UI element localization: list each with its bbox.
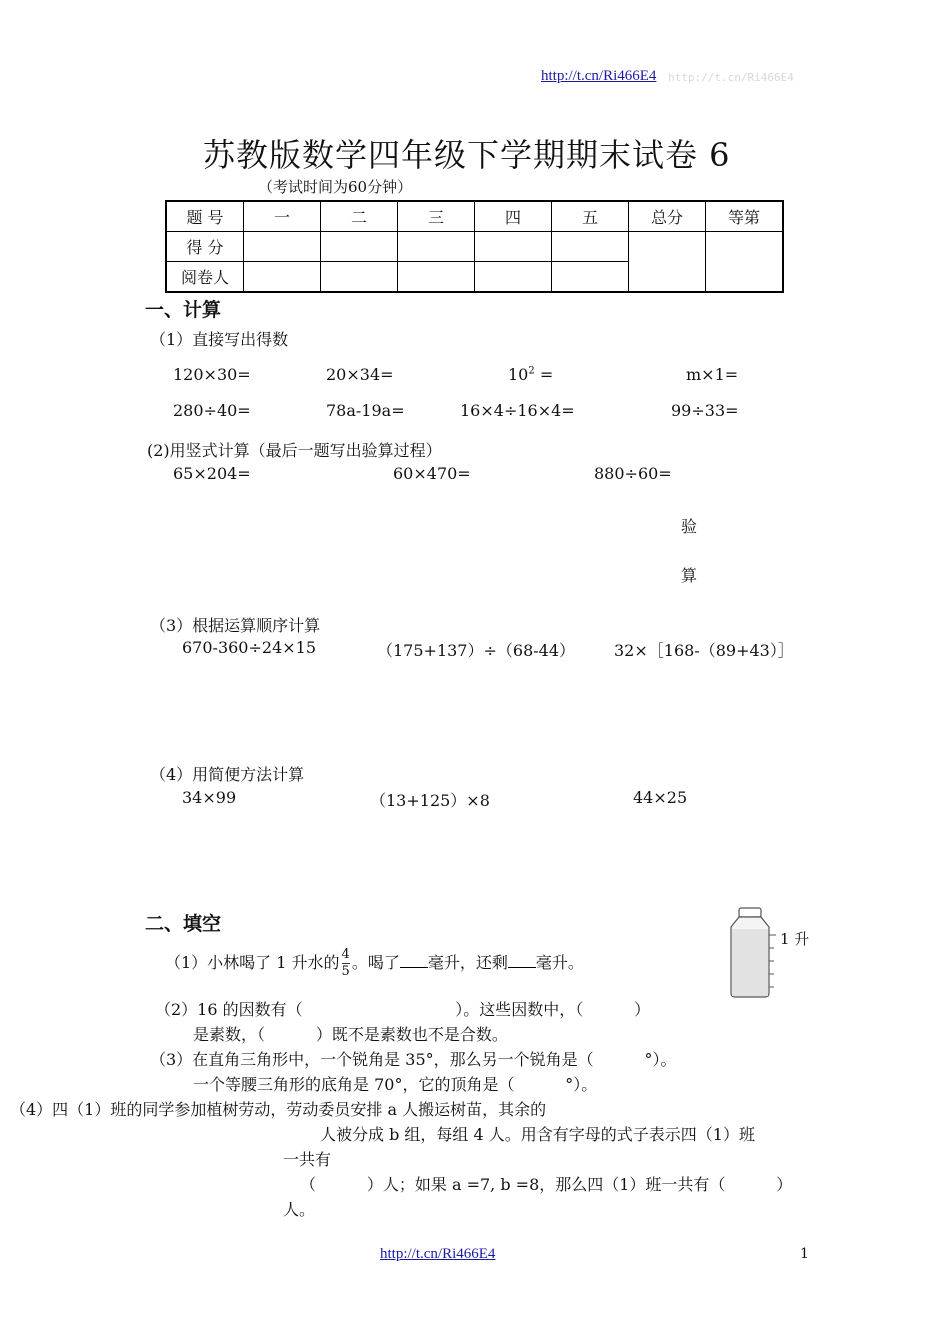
fraction xyxy=(342,947,350,980)
score-input-cell[interactable] xyxy=(244,232,321,262)
score-table xyxy=(165,200,784,293)
problem: 99÷33= xyxy=(671,401,739,420)
problem xyxy=(508,365,553,384)
page-title: 苏教版数学四年级下学期期末试卷 6 xyxy=(203,136,731,174)
grade-cell[interactable] xyxy=(706,232,784,293)
grader-input-cell[interactable] xyxy=(321,262,398,293)
problem: 120×30= xyxy=(173,365,251,384)
header-link[interactable]: http://t.cn/Ri466E4 xyxy=(541,68,657,84)
problem: 670-360÷24×15 xyxy=(182,638,317,657)
score-input-cell[interactable] xyxy=(475,232,552,262)
problem: （175+137）÷（68-44） xyxy=(377,641,576,660)
question-title: （4）用简便方法计算 xyxy=(150,765,305,784)
fill-question-4: （4）四（1）班的同学参加植树劳动，劳动委员安排 a 人搬运树苗，其余的 xyxy=(10,1100,547,1119)
exam-duration: （考试时间为60分钟） xyxy=(258,178,413,196)
check-label: 验 xyxy=(681,517,698,536)
check-label: 算 xyxy=(681,566,698,585)
problem: 880÷60= xyxy=(594,464,672,483)
water-bottle-icon xyxy=(722,905,782,1000)
problem: 44×25 xyxy=(633,788,688,807)
problem: 34×99 xyxy=(182,788,237,807)
score-cell: 三 xyxy=(398,201,475,232)
header-watermark: http://t.cn/Ri466E4 xyxy=(668,71,794,84)
fill-question-4-cont: （ ）人；如果 a =7, b =8，那么四（1）班一共有（ ） xyxy=(300,1175,793,1194)
problem: 65×204= xyxy=(173,464,251,483)
score-row-label: 阅卷人 xyxy=(166,262,244,293)
score-row-label: 得 分 xyxy=(166,232,244,262)
problem-exponent: 2 xyxy=(528,365,535,377)
grader-input-cell[interactable] xyxy=(244,262,321,293)
grader-input-cell[interactable] xyxy=(552,262,629,293)
fill-question-3: （3）在直角三角形中，一个锐角是 35°，那么另一个锐角是（ °）。 xyxy=(150,1050,677,1069)
grader-input-cell[interactable] xyxy=(475,262,552,293)
question-title: (2)用竖式计算（最后一题写出验算过程） xyxy=(147,441,442,460)
fill-question-3-cont: 一个等腰三角形的底角是 70°，它的顶角是（ °）。 xyxy=(193,1075,598,1094)
answer-blank[interactable] xyxy=(508,953,536,968)
question-text: 。喝了 xyxy=(351,953,400,972)
total-score-cell[interactable] xyxy=(629,232,706,293)
footer-link[interactable]: http://t.cn/Ri466E4 xyxy=(380,1246,496,1262)
answer-blank[interactable] xyxy=(400,953,428,968)
score-input-cell[interactable] xyxy=(552,232,629,262)
fill-question-1 xyxy=(165,947,584,980)
problem: 16×4÷16×4= xyxy=(460,401,575,420)
problem: 78a-19a= xyxy=(326,401,405,420)
fill-question-2-cont: 是素数，（ ）既不是素数也不是合数。 xyxy=(193,1025,508,1044)
question-title: （3）根据运算顺序计算 xyxy=(150,616,321,635)
problem: 20×34= xyxy=(326,365,394,384)
score-cell: 题 号 xyxy=(166,201,244,232)
score-cell: 总分 xyxy=(629,201,706,232)
grader-input-cell[interactable] xyxy=(398,262,475,293)
fraction-denominator: 5 xyxy=(341,964,350,979)
problem: 280÷40= xyxy=(173,401,251,420)
score-input-cell[interactable] xyxy=(321,232,398,262)
score-table-header-row xyxy=(166,201,783,232)
problem-base: 10 xyxy=(508,365,529,384)
problem-equals: = xyxy=(534,365,554,384)
score-cell: 等第 xyxy=(706,201,784,232)
problem: m×1= xyxy=(686,365,739,384)
fill-question-4-cont: 人被分成 b 组，每组 4 人。用含有字母的式子表示四（1）班 xyxy=(320,1125,755,1144)
page-number: 1 xyxy=(800,1246,809,1262)
problem: 60×470= xyxy=(393,464,471,483)
problem: （13+125）×8 xyxy=(370,791,490,810)
fill-question-2: （2）16 的因数有（ ）。这些因数中，（ ） xyxy=(155,1000,651,1019)
fill-question-4-cont: 一共有 xyxy=(283,1150,332,1169)
score-table-row xyxy=(166,232,783,262)
score-cell: 二 xyxy=(321,201,398,232)
problem: 32×［168-（89+43）］ xyxy=(614,641,794,660)
section-heading: 一、计算 xyxy=(145,299,222,321)
question-title: （1）直接写出得数 xyxy=(150,330,289,349)
score-cell: 五 xyxy=(552,201,629,232)
question-text: （1）小林喝了 1 升水的 xyxy=(165,953,340,972)
score-cell: 四 xyxy=(475,201,552,232)
question-text: 毫升，还剩 xyxy=(427,953,508,972)
fill-question-4-cont: 人。 xyxy=(283,1200,316,1219)
score-input-cell[interactable] xyxy=(398,232,475,262)
fraction-numerator: 4 xyxy=(341,947,350,962)
bottle-label: 1 升 xyxy=(780,930,810,948)
score-cell: 一 xyxy=(244,201,321,232)
question-text: 毫升。 xyxy=(535,953,584,972)
section-heading: 二、填空 xyxy=(145,913,222,935)
